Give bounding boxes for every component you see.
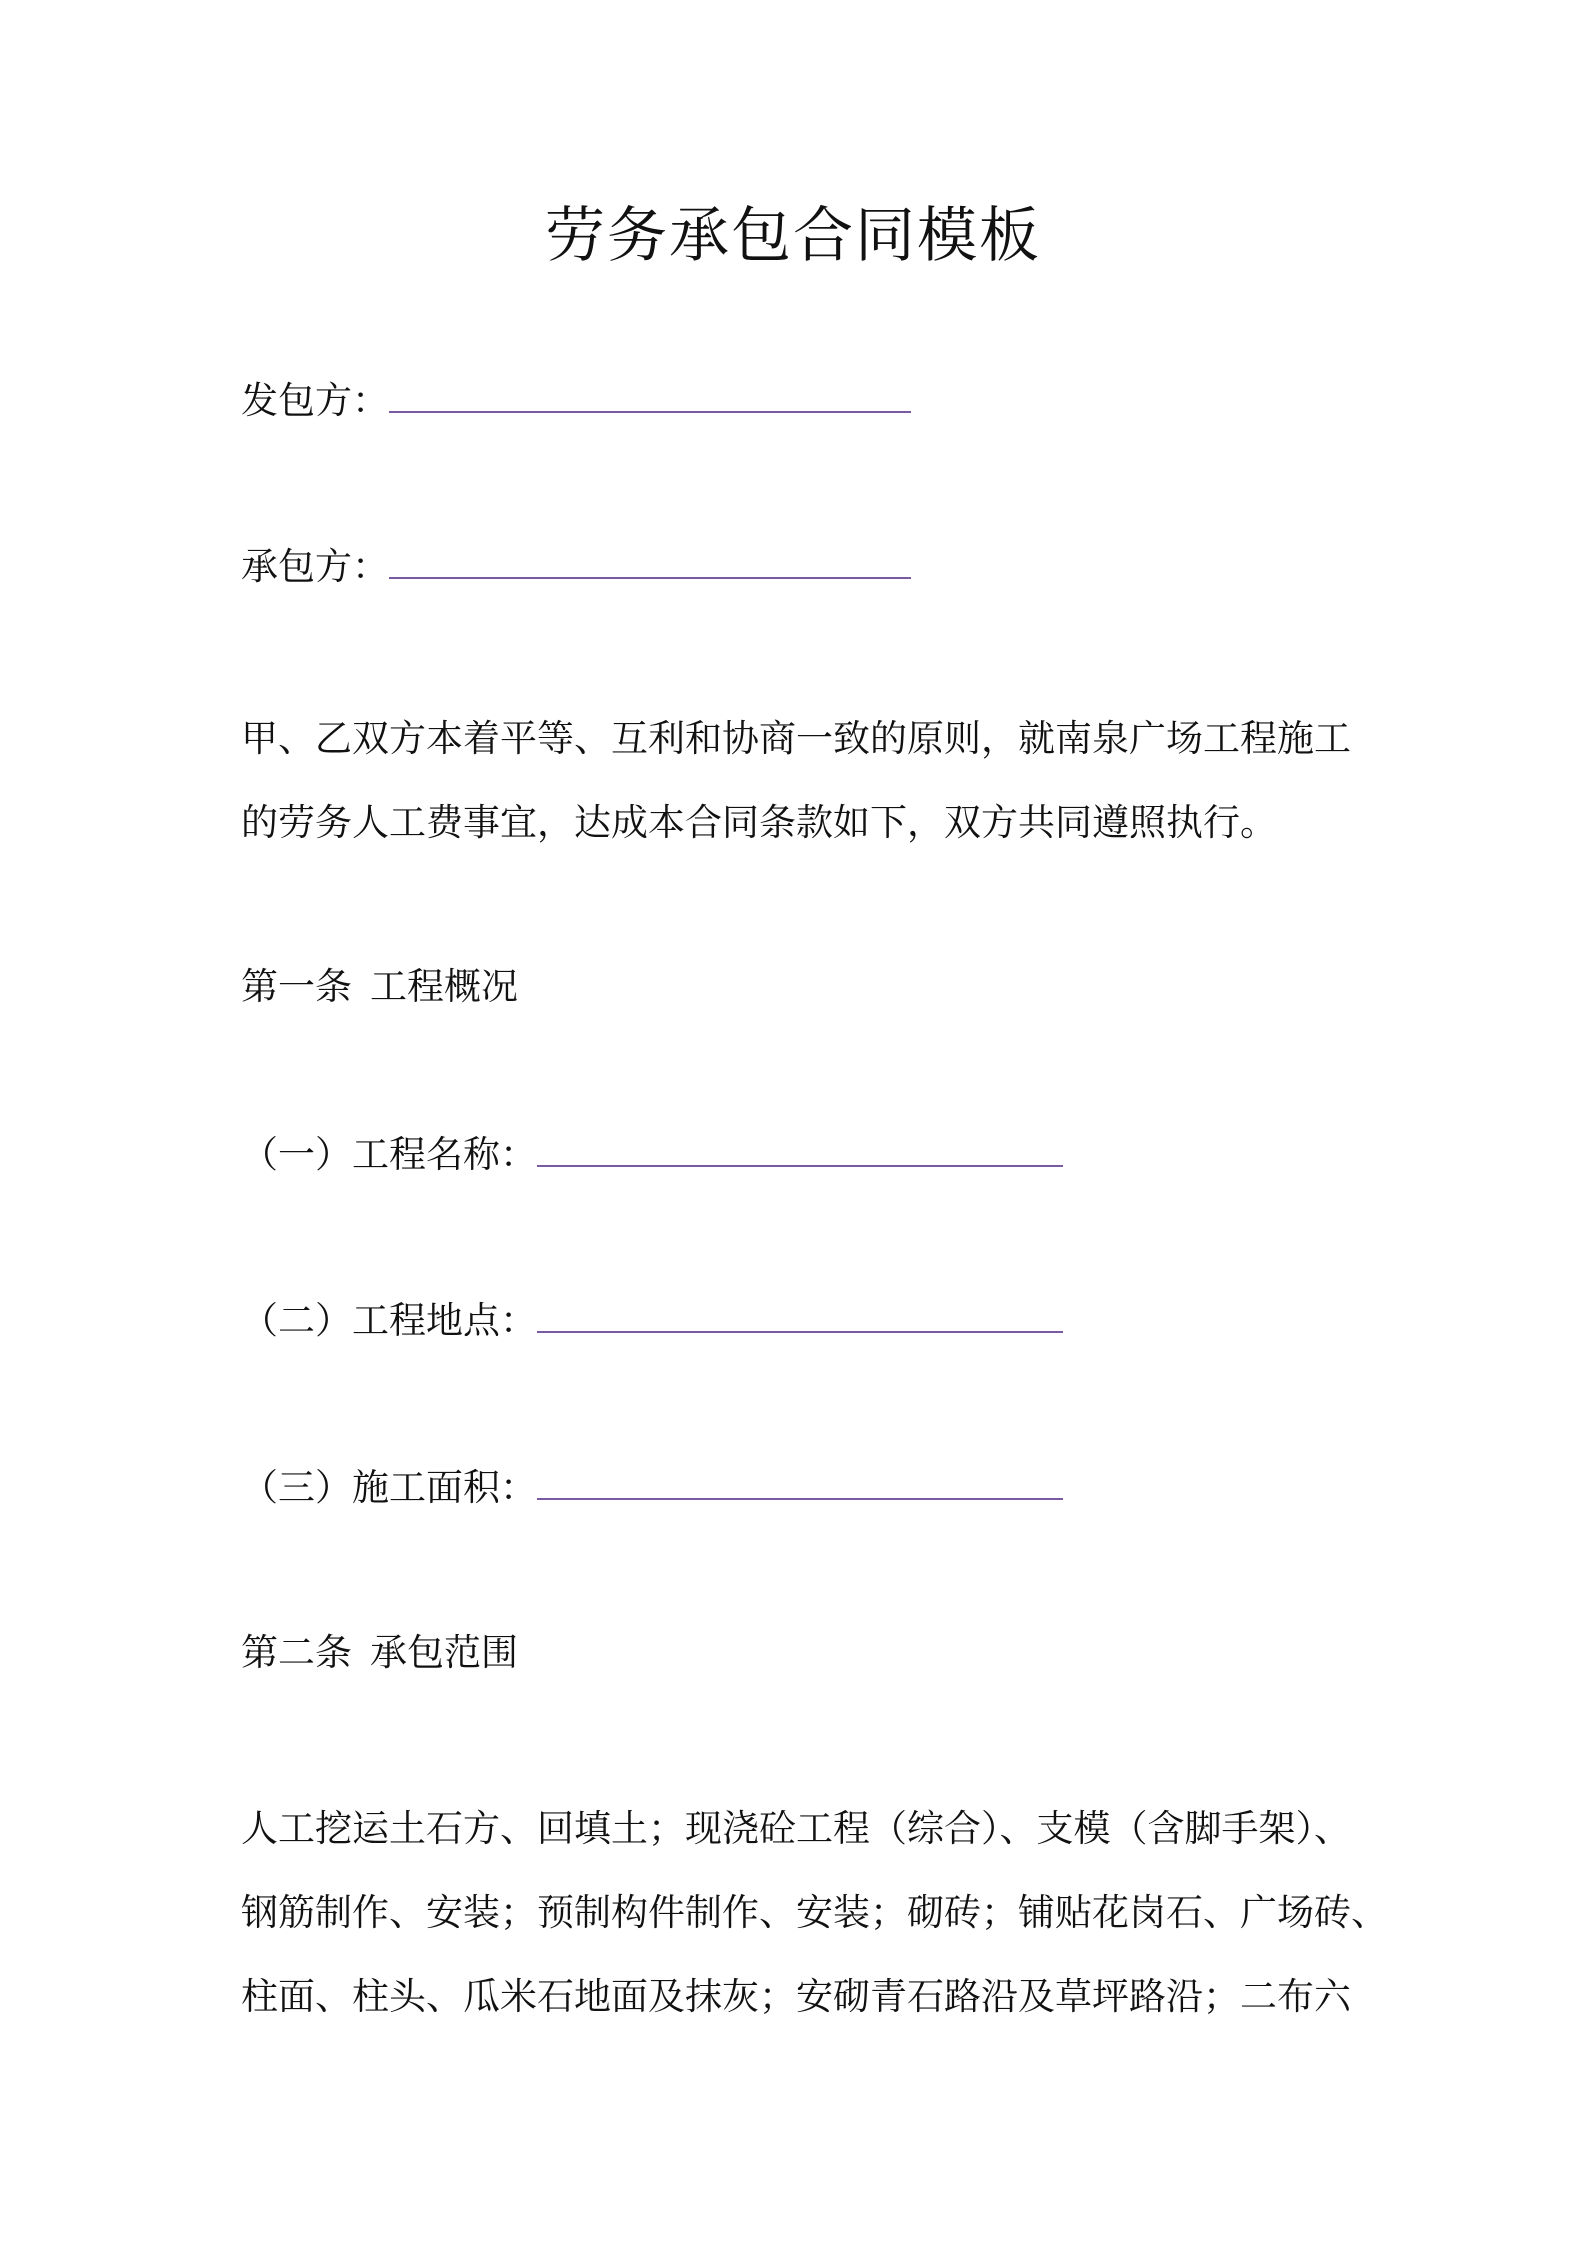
scope-line: 人工挖运土石方、回填土；现浇砼工程（综合）、支模（含脚手架）、: [241, 1807, 1351, 1850]
scope-line: 柱面、柱头、瓜米石地面及抹灰；安砌青石路沿及草坪路沿；二布六: [241, 1975, 1351, 2018]
party-b-row: [241, 541, 911, 592]
project-name-blank[interactable]: [537, 1129, 1063, 1167]
project-name-row: [241, 1129, 1063, 1180]
project-location-row: [241, 1295, 1063, 1346]
construction-area-label: （三）施工面积：: [241, 1466, 537, 1509]
article-2-number: 第二条: [241, 1631, 352, 1674]
document-title: 劳务承包合同模板: [545, 201, 1041, 271]
party-a-row: [241, 375, 911, 426]
article-1-number: 第一条: [241, 965, 352, 1008]
scope-line: 钢筋制作、安装；预制构件制作、安装；砌砖；铺贴花岗石、广场砖、: [241, 1891, 1388, 1934]
scope-paragraph: [241, 1787, 1388, 2039]
article-1-title: 工程概况: [370, 965, 518, 1008]
party-a-label: 发包方：: [241, 379, 389, 422]
project-location-blank[interactable]: [537, 1295, 1063, 1333]
article-2-heading: [241, 1628, 518, 1678]
intro-line: 的劳务人工费事宜，达成本合同条款如下，双方共同遵照执行。: [241, 801, 1277, 844]
party-b-label: 承包方：: [241, 545, 389, 588]
article-1-heading: [241, 962, 518, 1012]
construction-area-row: [241, 1462, 1063, 1513]
construction-area-blank[interactable]: [537, 1462, 1063, 1500]
project-location-label: （二）工程地点：: [241, 1299, 537, 1342]
party-b-blank[interactable]: [389, 541, 911, 579]
party-a-blank[interactable]: [389, 375, 911, 413]
project-name-label: （一）工程名称：: [241, 1133, 537, 1176]
intro-line: 甲、乙双方本着平等、互利和协商一致的原则，就南泉广场工程施工: [241, 717, 1351, 760]
intro-paragraph: [241, 697, 1371, 865]
article-2-title: 承包范围: [370, 1631, 518, 1674]
